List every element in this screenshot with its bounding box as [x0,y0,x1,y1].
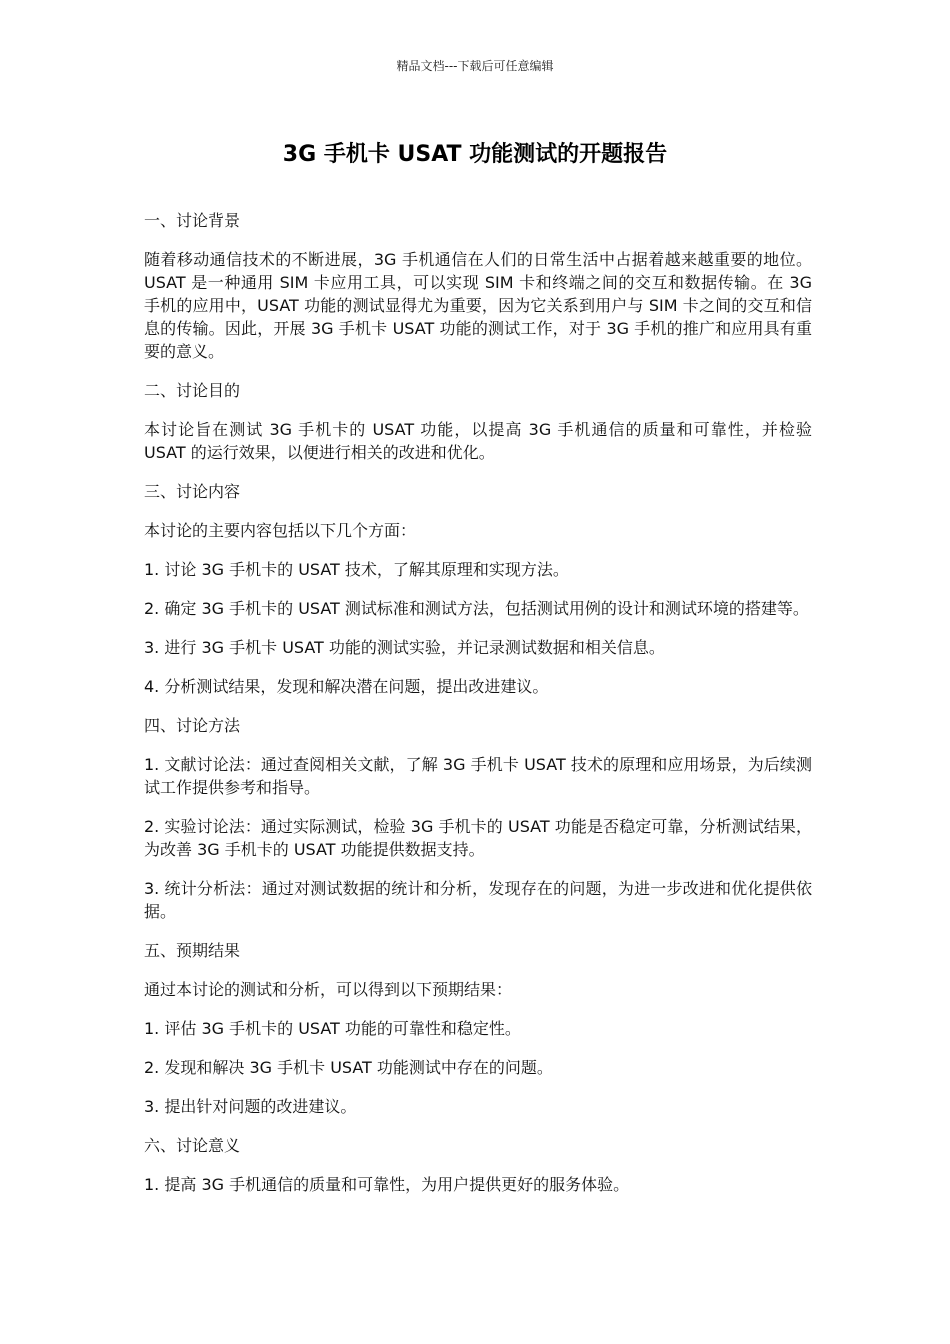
document-title: 3G 手机卡 USAT 功能测试的开题报告 [282,142,668,167]
section-heading-background: 一、讨论背景 [144,211,241,230]
list-item-content-4: 4. 分析测试结果，发现和解决潜在问题，提出改进建议。 [144,677,549,696]
list-item-result-2: 2. 发现和解决 3G 手机卡 USAT 功能测试中存在的问题。 [144,1058,553,1077]
section-heading-expected-results: 五、预期结果 [144,941,241,960]
list-item-method-1: 1. 文献讨论法：通过查阅相关文献，了解 3G 手机卡 USAT 技术的原理和应用场景，为后续测试工作提供参考和指导。 [144,755,812,797]
list-item-result-1: 1. 评估 3G 手机卡的 USAT 功能的可靠性和稳定性。 [144,1019,521,1038]
section-heading-methods: 四、讨论方法 [144,716,241,735]
paragraph-content-intro: 本讨论的主要内容包括以下几个方面： [144,521,417,540]
page-header: 精品文档---下载后可任意编辑 [396,59,554,73]
list-item-content-1: 1. 讨论 3G 手机卡的 USAT 技术，了解其原理和实现方法。 [144,560,569,579]
list-item-result-3: 3. 提出针对问题的改进建议。 [144,1097,357,1116]
list-item-significance-1: 1. 提高 3G 手机通信的质量和可靠性，为用户提供更好的服务体验。 [144,1175,630,1194]
list-item-content-2: 2. 确定 3G 手机卡的 USAT 测试标准和测试方法，包括测试用例的设计和测试环境的搭建等。 [144,599,809,618]
document-body [144,209,812,1212]
list-item-method-3: 3. 统计分析法：通过对测试数据的统计和分析，发现存在的问题，为进一步改进和优化提供依据。 [144,879,812,921]
list-item-method-2: 2. 实验讨论法：通过实际测试，检验 3G 手机卡的 USAT 功能是否稳定可靠，分析测试结果，为改善 3G 手机卡的 USAT 功能提供数据支持。 [144,817,812,859]
paragraph-background: 随着移动通信技术的不断进展，3G 手机通信在人们的日常生活中占据着越来越重要的地位。USAT 是一种通用 SIM 卡应用工具，可以实现 SIM 卡和终端之间的交互和数据传输。在 3G 手机的应用中，USAT 功能的测试显得尤为重要，因为它关系到用户与 SIM 卡之间的交互和信息的传输。因此，开展 3G 手机卡 USAT 功能的测试工作，对于 3G 手机的推广和应用具有重要的意义。 [144,250,812,361]
section-heading-purpose: 二、讨论目的 [144,381,241,400]
section-heading-content: 三、讨论内容 [144,482,241,501]
paragraph-purpose: 本讨论旨在测试 3G 手机卡的 USAT 功能，以提高 3G 手机通信的质量和可靠性，并检验 USAT 的运行效果，以便进行相关的改进和优化。 [144,420,812,462]
paragraph-expected-intro: 通过本讨论的测试和分析，可以得到以下预期结果： [144,980,513,999]
section-heading-significance: 六、讨论意义 [144,1136,241,1155]
list-item-content-3: 3. 进行 3G 手机卡 USAT 功能的测试实验，并记录测试数据和相关信息。 [144,638,665,657]
